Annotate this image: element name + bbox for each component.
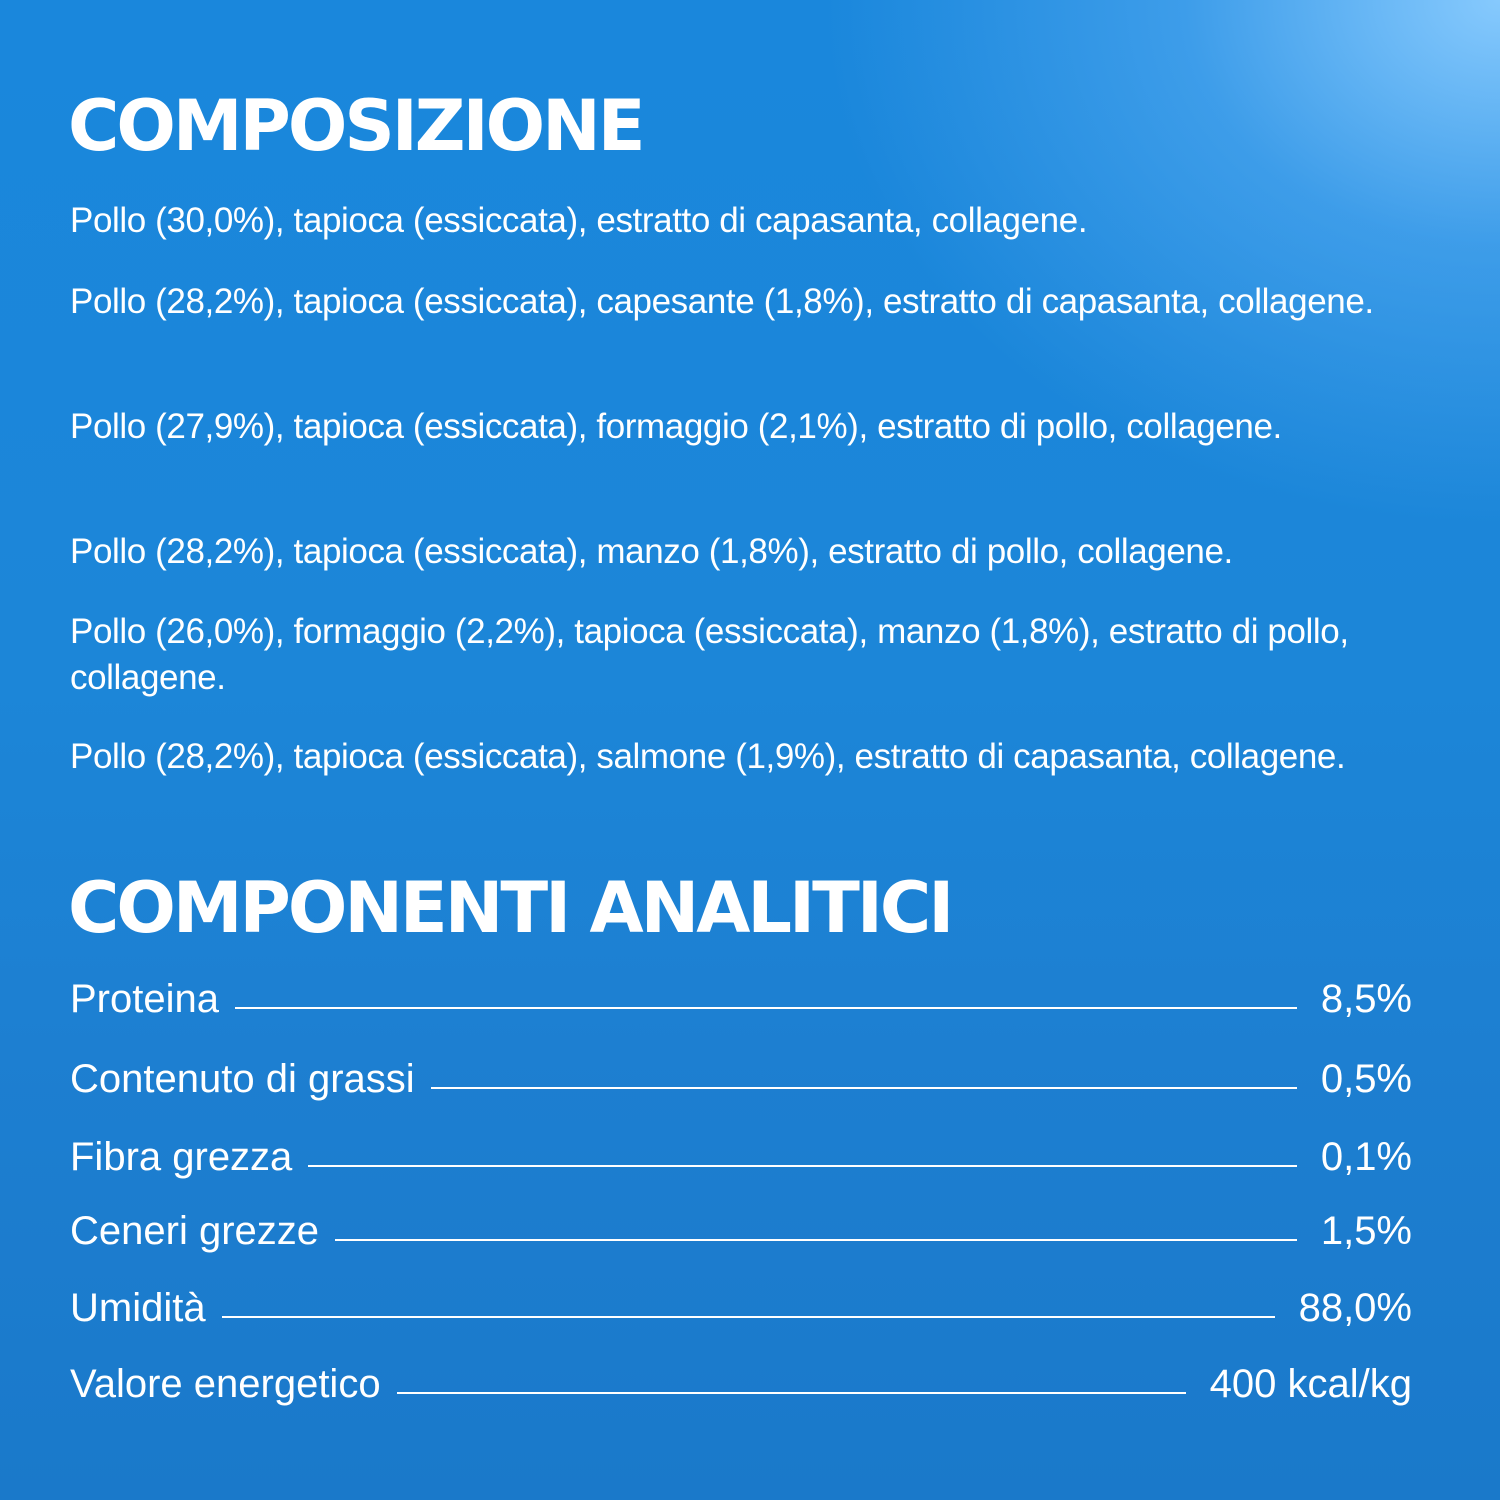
analytic-value: 400 kcal/kg xyxy=(1209,1361,1412,1406)
leader-line xyxy=(222,1316,1275,1318)
analytic-row-ceneri xyxy=(70,1201,1412,1261)
leader-line xyxy=(397,1392,1186,1394)
analytic-label: Contenuto di grassi xyxy=(70,1056,415,1101)
composizione-item: Pollo (26,0%), formaggio (2,2%), tapioca (essiccata), manzo (1,8%), estratto di pollo, collagene. xyxy=(70,612,1349,697)
analytic-row-proteina xyxy=(70,969,1412,1029)
analytic-row-fibra xyxy=(70,1127,1412,1187)
analytic-value: 0,5% xyxy=(1320,1056,1412,1101)
analytic-label: Valore energetico xyxy=(70,1361,381,1406)
analytic-value: 8,5% xyxy=(1320,976,1412,1021)
composizione-item: Pollo (28,2%), tapioca (essiccata), salmone (1,9%), estratto di capasanta, collagene. xyxy=(70,737,1346,776)
analytic-value: 0,1% xyxy=(1320,1134,1412,1179)
composizione-item: Pollo (28,2%), tapioca (essiccata), manzo (1,8%), estratto di pollo, collagene. xyxy=(70,532,1233,571)
composizione-item: Pollo (30,0%), tapioca (essiccata), estratto di capasanta, collagene. xyxy=(70,201,1088,240)
analytic-label: Umidità xyxy=(70,1285,206,1330)
composizione-item: Pollo (27,9%), tapioca (essiccata), formaggio (2,1%), estratto di pollo, collagene. xyxy=(70,407,1282,446)
leader-line xyxy=(431,1087,1297,1089)
analytic-value: 88,0% xyxy=(1298,1285,1412,1330)
analytic-value: 1,5% xyxy=(1320,1208,1412,1253)
componenti-analitici-heading: COMPONENTI ANALITICI xyxy=(68,867,952,949)
analytic-label: Ceneri grezze xyxy=(70,1208,320,1253)
analytic-row-grassi xyxy=(70,1049,1412,1109)
leader-line xyxy=(308,1165,1297,1167)
analytic-label: Fibra grezza xyxy=(70,1134,293,1179)
composizione-item: Pollo (28,2%), tapioca (essiccata), capesante (1,8%), estratto di capasanta, collagene. xyxy=(70,282,1374,321)
composizione-heading: COMPOSIZIONE xyxy=(68,85,643,167)
analytic-row-energia xyxy=(70,1354,1412,1414)
analytic-label: Proteina xyxy=(70,976,219,1021)
leader-line xyxy=(335,1239,1297,1241)
analytic-row-umidita xyxy=(70,1278,1412,1338)
leader-line xyxy=(235,1007,1297,1009)
